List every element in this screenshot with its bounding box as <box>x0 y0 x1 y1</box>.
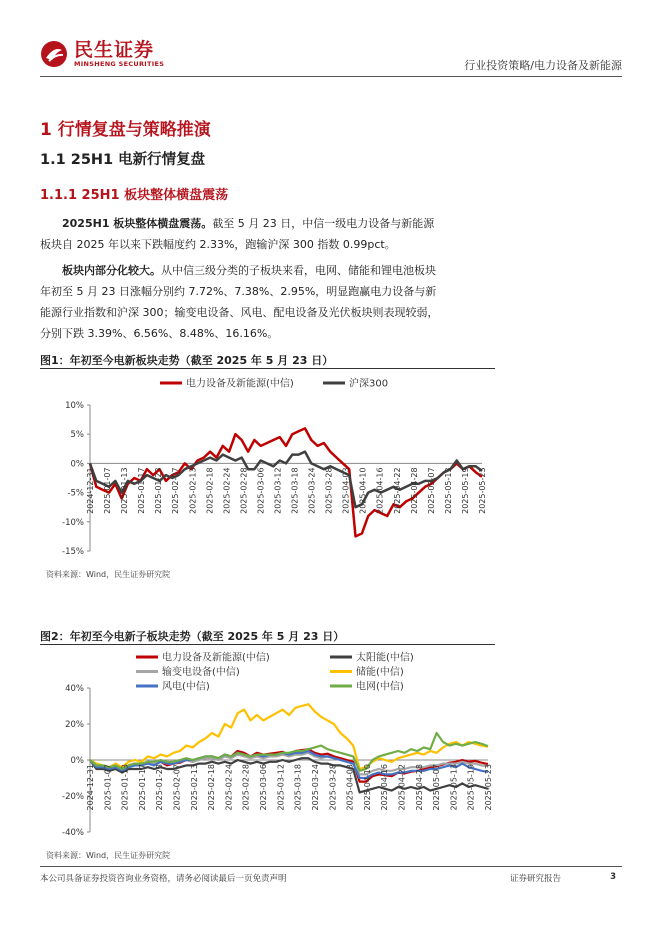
y-tick-label: 5% <box>70 430 84 441</box>
footer-divider <box>40 866 622 867</box>
x-tick-label: 2025-03-06 <box>259 764 269 811</box>
x-tick-label: 2025-04-22 <box>392 467 402 514</box>
x-tick-label: 2025-04-16 <box>375 467 385 514</box>
paragraph-1-lead: 2025H1 板块整体横盘震荡。 <box>62 217 213 230</box>
x-tick-label: 2025-02-07 <box>172 764 182 811</box>
x-tick-label: 2025-05-23 <box>478 467 487 514</box>
legend-label: 电力设备及新能源(中信) <box>162 652 270 664</box>
y-tick-label: -15% <box>62 547 84 557</box>
x-tick-label: 2025-01-17 <box>137 764 147 811</box>
header-divider <box>40 76 622 77</box>
x-tick-label: 2025-03-24 <box>310 764 320 811</box>
x-tick-label: 2025-01-07 <box>103 467 113 514</box>
figure-1-chart <box>40 370 495 565</box>
figure-1-rule <box>40 368 495 369</box>
x-tick-label: 2025-01-17 <box>137 467 147 514</box>
x-tick-label: 2025-04-10 <box>358 467 368 514</box>
logo <box>40 40 164 68</box>
footer-disclaimer: 本公司具备证券投资咨询业务资格，请务必阅读最后一页免责声明 <box>40 874 287 884</box>
logo-text-en: MINSHENG SECURITIES <box>74 60 165 68</box>
x-tick-label: 2024-12-31 <box>86 467 95 514</box>
x-tick-label: 2025-01-07 <box>103 764 113 811</box>
x-tick-label: 2025-05-23 <box>484 764 493 811</box>
section-heading-3: 1.1.1 25H1 板块整体横盘震荡 <box>40 188 229 203</box>
paragraph-2-body: 从中信三级分类的子板块来看，电网、储能和锂电池板块年初至 5 月 23 日涨幅分别约 7.72%、7.38%、2.95%，明显跑赢电力设备与新能源行业指数和沪深 300；输变电设备、风电、配电设备及光伏板块则表现较弱，分别下跌 3.39%、6.56%、8.48%、16.16%。 <box>40 264 439 340</box>
x-tick-label: 2025-04-03 <box>341 467 351 514</box>
x-tick-label: 2025-05-13 <box>443 467 453 514</box>
figure-1-title: 图1：年初至今电新板块走势（截至 2025 年 5 月 23 日） <box>40 354 334 367</box>
x-tick-label: 2025-01-13 <box>120 764 130 811</box>
legend-item <box>330 651 414 664</box>
x-tick-label: 2025-02-18 <box>205 467 215 514</box>
x-tick-label: 2025-04-28 <box>409 467 419 514</box>
x-tick-label: 2025-03-06 <box>256 467 266 514</box>
legend-label: 电网(中信) <box>356 681 404 693</box>
x-tick-label: 2025-02-07 <box>171 467 181 514</box>
paragraph-2 <box>40 260 440 344</box>
x-tick-label: 2025-01-13 <box>120 467 130 514</box>
minsheng-logo-icon <box>40 40 68 68</box>
x-tick-label: 2025-03-12 <box>276 764 286 811</box>
legend-item <box>136 665 240 678</box>
x-tick-label: 2025-04-16 <box>380 764 390 811</box>
paragraph-1-body: 截至 5 月 23 日，中信一级电力设备与新能源板块自 2025 年以来下跌幅度约 2.33%，跑输沪深 300 指数 0.99pct。 <box>40 217 435 251</box>
x-tick-label: 2025-03-12 <box>273 467 283 514</box>
x-tick-label: 2025-03-28 <box>328 764 338 811</box>
y-tick-label: -5% <box>67 488 84 499</box>
x-tick-label: 2025-04-03 <box>345 764 355 811</box>
footer-report-type: 证券研究报告 <box>510 874 562 884</box>
legend-item <box>323 377 388 390</box>
y-tick-label: -10% <box>62 517 84 528</box>
series-line <box>90 751 488 778</box>
figure-2-source: 资料来源：Wind，民生证券研究院 <box>46 851 171 860</box>
x-tick-label: 2025-02-13 <box>188 467 198 514</box>
figure-2-chart <box>40 646 495 846</box>
x-tick-label: 2025-03-18 <box>293 764 303 811</box>
x-tick-label: 2025-03-24 <box>307 467 317 514</box>
x-tick-label: 2025-04-10 <box>362 764 372 811</box>
legend-label: 沪深300 <box>349 378 389 390</box>
y-tick-label: -40% <box>62 828 84 838</box>
y-tick-label: -20% <box>62 792 84 802</box>
page-number: 3 <box>610 872 616 882</box>
series-line <box>90 452 482 508</box>
legend-item <box>330 680 404 693</box>
section-heading-2: 1.1 25H1 电新行情复盘 <box>40 152 206 168</box>
x-tick-label: 2025-05-19 <box>460 467 470 514</box>
x-tick-label: 2025-02-28 <box>239 467 249 514</box>
x-tick-label: 2025-05-19 <box>466 764 476 811</box>
legend-item <box>330 665 404 678</box>
y-tick-label: 40% <box>65 684 84 694</box>
legend-item <box>160 377 294 390</box>
x-tick-label: 2025-01-23 <box>155 764 165 811</box>
x-tick-label: 2025-02-18 <box>207 764 217 811</box>
x-tick-label: 2025-05-07 <box>432 764 442 811</box>
y-tick-label: 10% <box>65 401 84 411</box>
x-tick-label: 2025-02-28 <box>241 764 251 811</box>
x-tick-label: 2025-05-07 <box>426 467 436 514</box>
section-heading-1: 1 行情复盘与策略推演 <box>40 120 211 140</box>
y-tick-label: 0% <box>70 756 84 766</box>
x-tick-label: 2024-12-31 <box>86 764 95 811</box>
x-tick-label: 2025-05-13 <box>449 764 459 811</box>
x-tick-label: 2025-02-13 <box>189 764 199 811</box>
logo-text-cn: 民生证券 <box>74 39 155 61</box>
x-tick-label: 2025-02-24 <box>222 467 232 514</box>
legend-item <box>136 651 270 664</box>
figure-2-rule <box>40 644 495 645</box>
x-tick-label: 2025-03-18 <box>290 467 300 514</box>
x-tick-label: 2025-02-24 <box>224 764 234 811</box>
paragraph-2-lead: 板块内部分化较大。 <box>62 264 161 277</box>
x-tick-label: 2025-04-22 <box>397 764 407 811</box>
legend-label: 电力设备及新能源(中信) <box>186 378 294 390</box>
legend-label: 风电(中信) <box>162 681 210 693</box>
series-line <box>90 704 488 769</box>
figure-2-title: 图2：年初至今电新子板块走势（截至 2025 年 5 月 23 日） <box>40 630 345 643</box>
report-category: 行业投资策略/电力设备及新能源 <box>464 59 622 72</box>
legend-label: 输变电设备(中信) <box>162 667 240 678</box>
y-tick-label: 20% <box>65 720 84 730</box>
figure-1-source: 资料来源：Wind，民生证券研究院 <box>46 570 171 579</box>
legend-label: 太阳能(中信) <box>356 652 414 664</box>
x-tick-label: 2025-01-23 <box>154 467 164 514</box>
x-tick-label: 2025-04-28 <box>414 764 424 811</box>
legend-label: 储能(中信) <box>356 667 404 678</box>
paragraph-1 <box>40 213 440 255</box>
y-tick-label: 0% <box>70 459 84 470</box>
x-tick-label: 2025-03-28 <box>324 467 334 514</box>
legend-item <box>136 680 210 693</box>
